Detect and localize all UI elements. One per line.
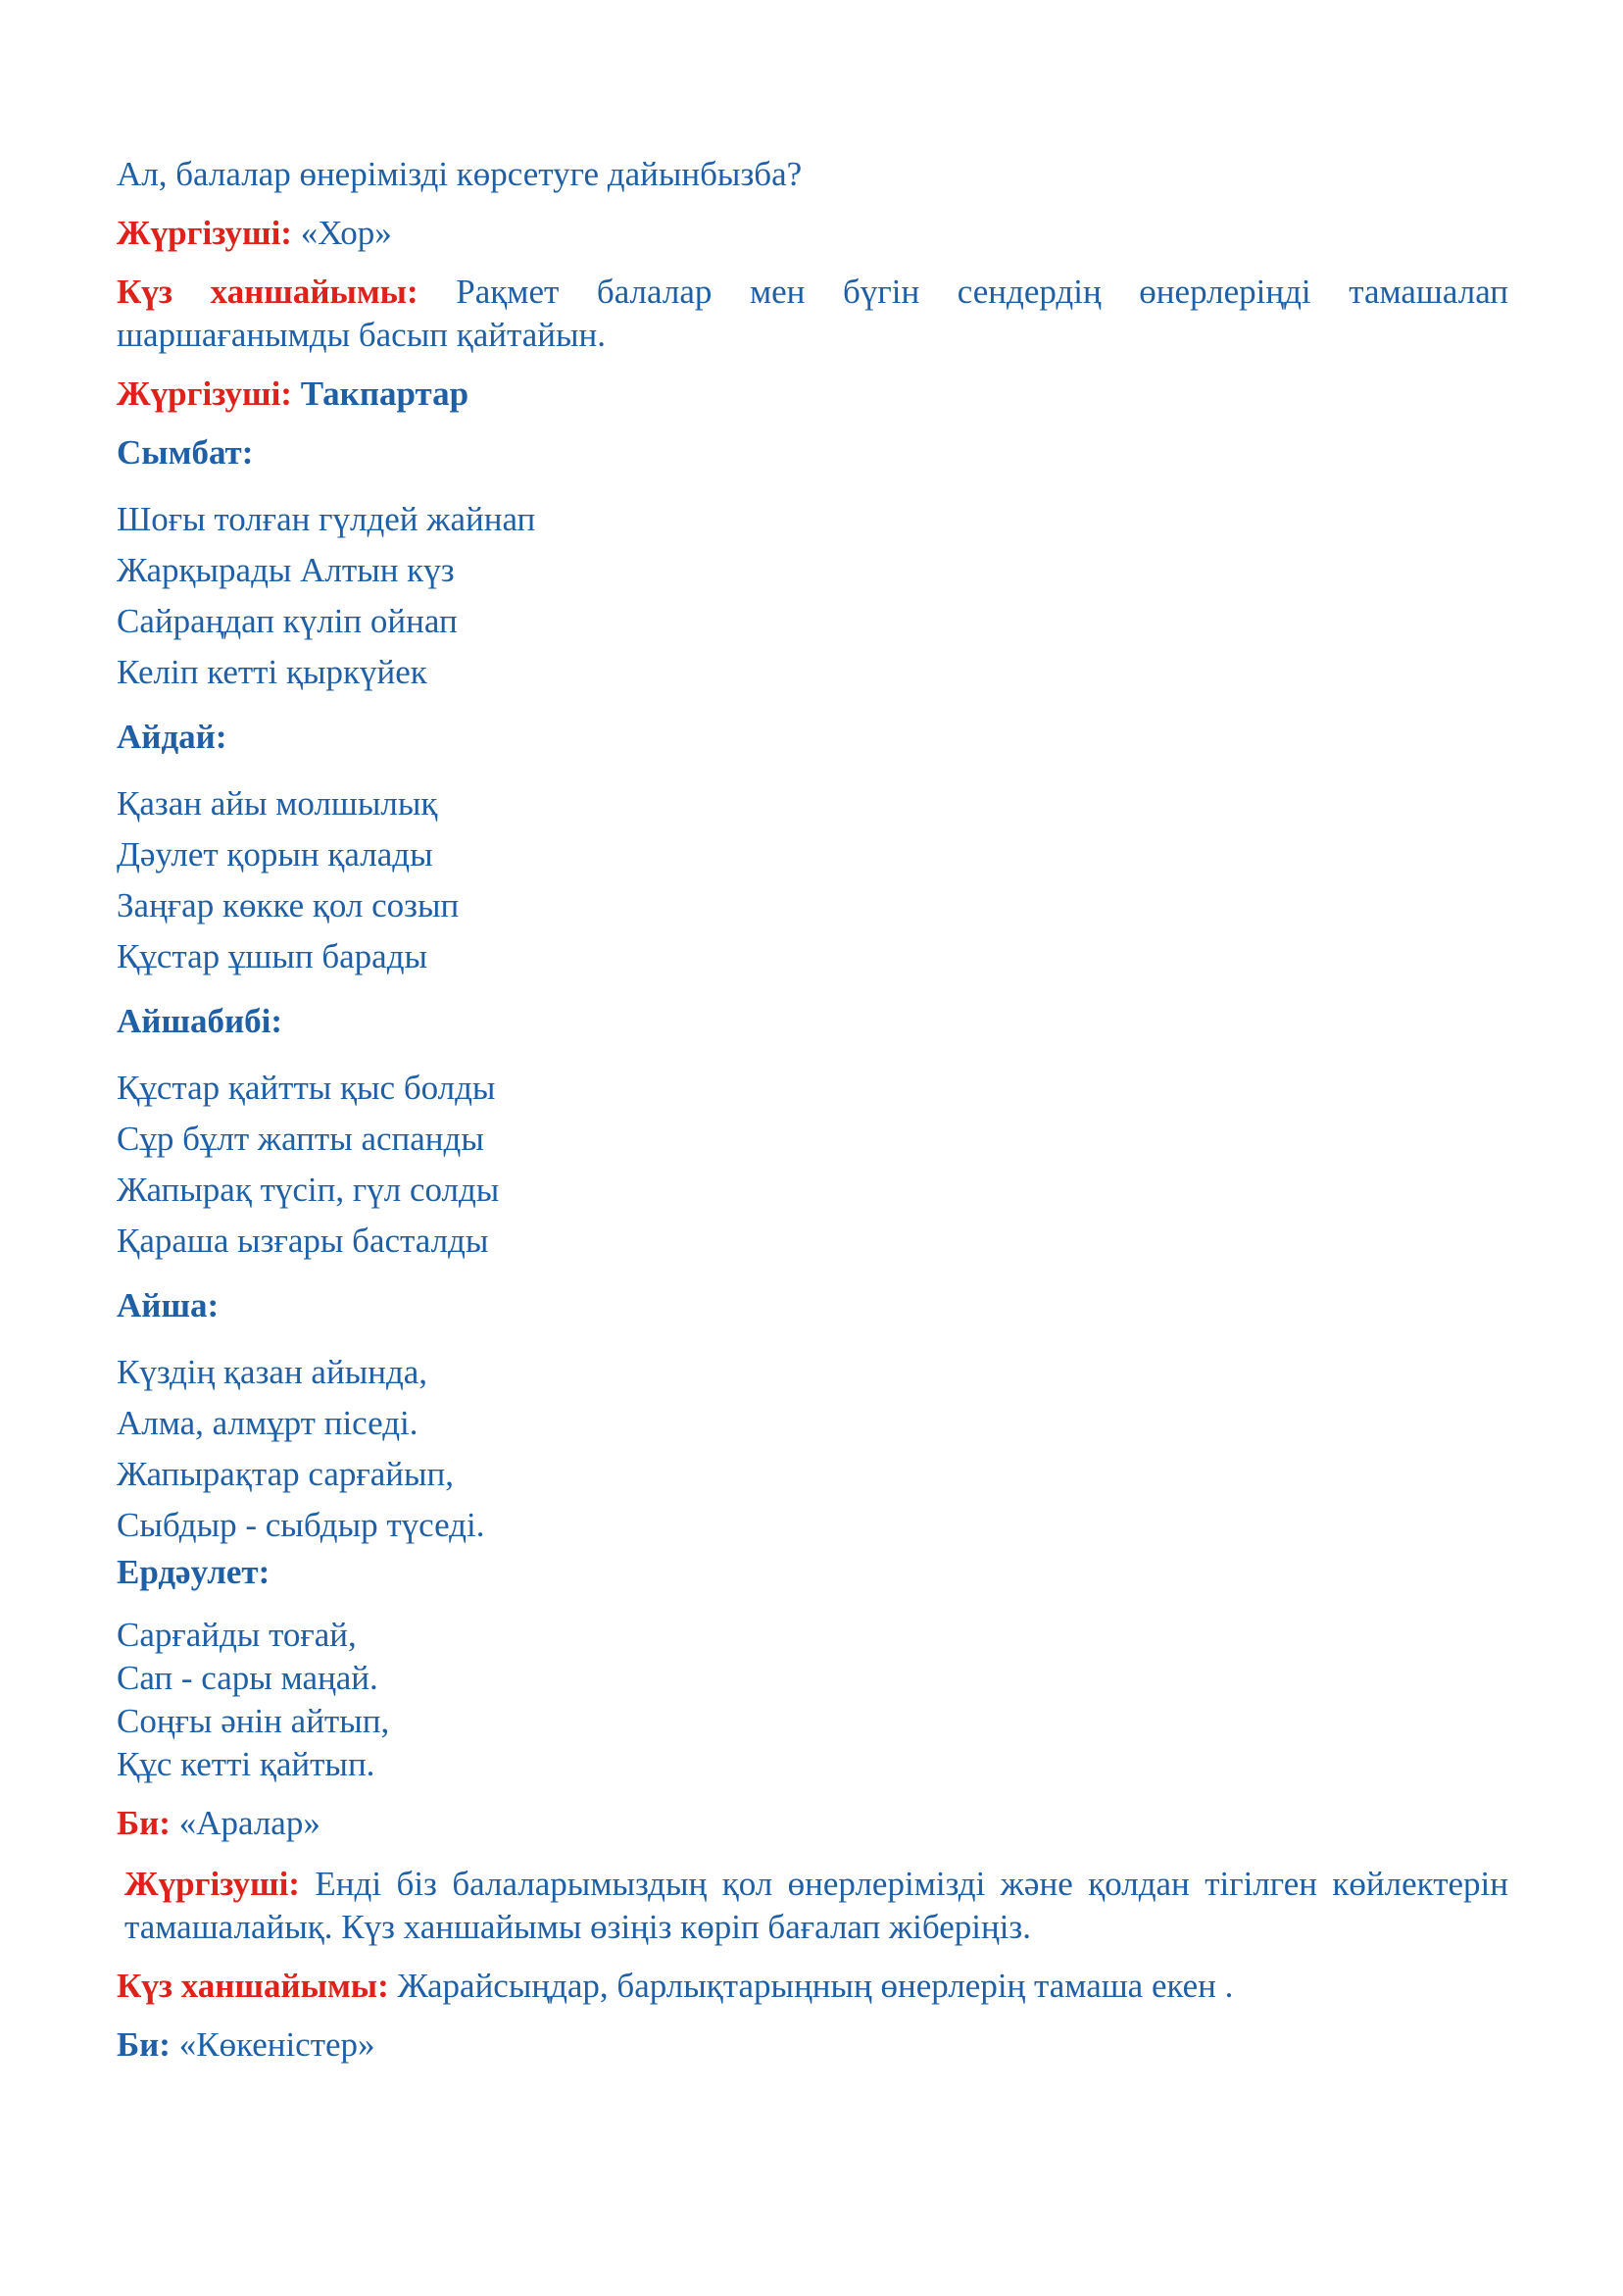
poem-line: Сайраңдап күліп ойнап [117,602,458,640]
dialogue-text: Такпартар [291,374,469,413]
dance-line-vegetables [117,2023,1508,2067]
speaker-label: Жүргізуші: [117,214,292,252]
poem-line: Шоғы толған гүлдей жайнап [117,500,536,538]
host-line-poems [117,373,1508,416]
poem-stanza [117,1063,1508,1267]
poem-line: Жапырақтар сарғайып, [117,1455,454,1493]
poem-reader-name: Айдай: [117,718,227,756]
poem-line: Құстар ұшып барады [117,937,428,975]
dialogue-text: «Көкеністер» [170,2025,375,2064]
dialogue-text: «Хор» [291,214,392,252]
host-line-crafts [117,1863,1508,1949]
autumn-queen-thanks [117,271,1508,357]
poem-stanza [117,1347,1508,1551]
poem-line: Құстар қайтты қыс болды [117,1069,496,1107]
autumn-queen-praise [117,1965,1508,2008]
speaker-label: Би: [117,1804,171,1842]
poem-line: Сап - сары маңай. [117,1659,378,1697]
poem-line: Қараша ызғары басталды [117,1222,489,1260]
poem-line: Жарқырады Алтын күз [117,551,455,589]
host-line-choir [117,212,1508,255]
poem-line: Жапырақ түсіп, гүл солды [117,1171,500,1209]
speaker-label: Жүргізуші: [124,1865,300,1903]
dance-line-bees [117,1802,1508,1845]
poem-line: Күздің қазан айында, [117,1353,428,1391]
dialogue-text: Жарайсыңдар, барлықтарыңның өнерлерің тамаша екен . [388,1967,1234,2005]
poem-line: Дәулет қорын қалады [117,835,433,873]
dialogue-text: «Аралар» [170,1804,320,1842]
poem-line: Құс кетті қайтып. [117,1745,375,1783]
dialogue-text: Рақмет балалар мен бүгін сендердің өнерлеріңді тамашалап шаршағанымды басып қайтайын. [117,273,1508,354]
poem-line: Сарғайды тоғай, [117,1616,357,1654]
poem-line: Соңғы әнін айтып, [117,1702,390,1740]
poem-reader-name: Сымбат: [117,433,254,472]
speaker-label: Күз ханшайымы: [117,273,418,311]
poem-reader-name: Айшабибі: [117,1002,283,1040]
poem-stanza [117,778,1508,982]
poem-reader-name: Айша: [117,1286,220,1324]
poem-line: Сұр бұлт жапты аспанды [117,1120,484,1158]
poem-line: Сыбдыр - сыбдыр түседі. [117,1506,485,1544]
document-body [117,153,1508,2067]
intro-line: Ал, балалар өнерімізді көрсетуге дайынбызба? [117,155,803,193]
poem-line: Қазан айы молшылық [117,784,438,823]
dialogue-text: Енді біз балаларымыздың қол өнерлерімізді және қолдан тігілген көйлектерін тамашалайық. Күз ханшайымы өзіңіз көріп бағалап жіберіңіз. [124,1865,1508,1946]
speaker-label: Би: [117,2025,171,2064]
poem-stanza [117,1614,1508,1786]
poem-line: Келіп кетті қыркүйек [117,653,427,691]
poem-stanza [117,494,1508,698]
speaker-label: Жүргізуші: [117,374,292,413]
poem-reader-name: Ердәулет: [117,1553,270,1591]
poem-line: Алма, алмұрт піседі. [117,1404,418,1442]
poem-line: Заңғар көкке қол созып [117,886,460,924]
speaker-label: Күз ханшайымы: [117,1967,389,2005]
